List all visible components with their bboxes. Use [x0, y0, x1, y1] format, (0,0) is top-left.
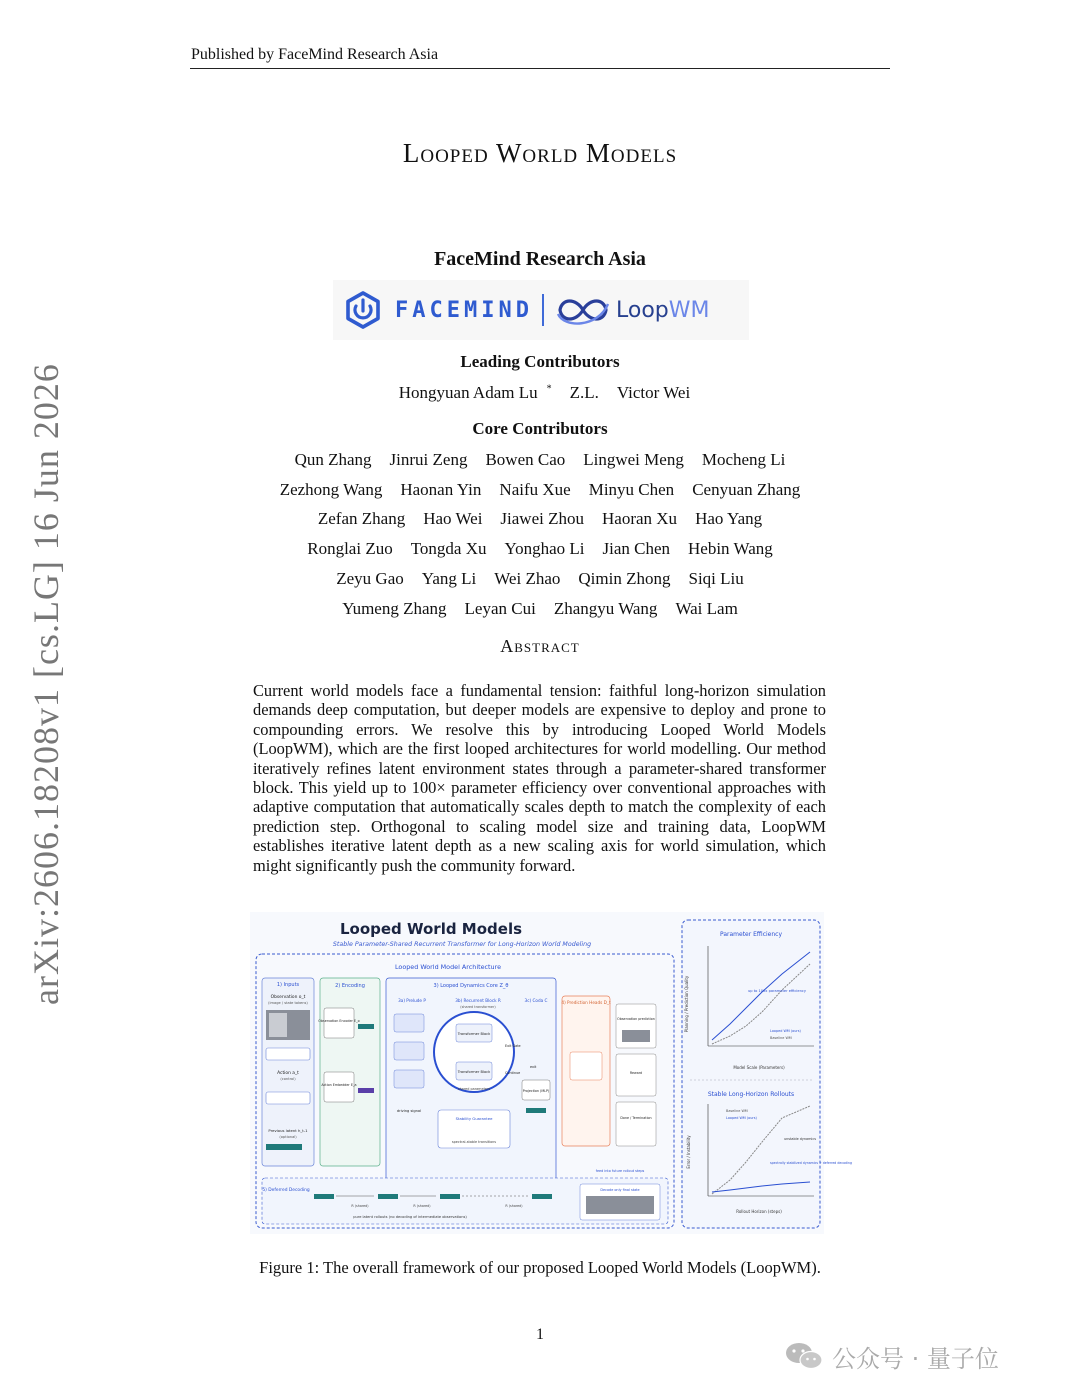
- wechat-icon: [784, 1340, 824, 1372]
- author-name: Hebin Wang: [688, 539, 773, 558]
- previous-latent-tokens: [266, 1144, 302, 1150]
- transformer-block-2-label: Transformer Block: [457, 1070, 491, 1074]
- author-name: Yang Li: [421, 569, 477, 588]
- author-name: Qun Zhang: [294, 450, 372, 469]
- author-name: Z.L.: [569, 383, 599, 402]
- architecture-label: Looped World Model Architecture: [394, 963, 502, 971]
- reward-box: [616, 1054, 656, 1096]
- author-name: Haoran Xu: [602, 509, 678, 528]
- projection-label: Projection (MLP): [522, 1089, 550, 1093]
- loopwm-word-loop: Loop: [616, 297, 669, 323]
- running-header: Published by FaceMind Research Asia: [191, 46, 439, 63]
- author-name: Lingwei Meng: [583, 450, 684, 469]
- leading-contributors-heading: Leading Contributors: [460, 352, 620, 371]
- done-label: Done / Termination: [620, 1116, 652, 1120]
- chart1-ylabel: Planning / Prediction Quality: [684, 975, 689, 1033]
- chart2-title: Stable Long-Horizon Rollouts: [707, 1091, 795, 1098]
- arxiv-identifier: arXiv:2606.18208v1 [cs.LG] 16 Jun 2026: [26, 363, 66, 1005]
- author-name: Qimin Zhong: [578, 569, 671, 588]
- done-box: [616, 1102, 656, 1146]
- author-name: Cenyuan Zhang: [692, 480, 801, 499]
- shared-step-label-3: R (shared): [505, 1204, 523, 1208]
- prediction-heads-label: 4) Prediction Heads D_t: [561, 1000, 611, 1005]
- predicted-frame: [622, 1030, 650, 1042]
- author-name-text: Hongyuan Adam Lu: [398, 383, 538, 402]
- author-name: Wei Zhao: [494, 569, 561, 588]
- watermark: [784, 1338, 999, 1374]
- author-name: Naifu Xue: [499, 480, 571, 499]
- figure-caption: Figure 1: The overall framework of our proposed Looped World Models (LoopWM).: [259, 1258, 821, 1277]
- prelude-token-2: [394, 1042, 424, 1060]
- core-row-1: [0, 450, 1080, 470]
- chart1-legend-loopwm: Looped WM (ours): [770, 1029, 801, 1033]
- corresponding-mark: *: [546, 383, 552, 395]
- logo-separator: [542, 294, 544, 326]
- loopwm-word-wm: WM: [668, 297, 710, 323]
- paper-title: Looped World Models: [402, 138, 678, 168]
- chart2-legend-loopwm: Looped WM (ours): [726, 1116, 757, 1120]
- author-name: Yumeng Zhang: [342, 599, 447, 618]
- feed-forward-label: feed into future rollout steps: [595, 1169, 645, 1173]
- latent-step-3: [440, 1194, 460, 1199]
- exit-label: exit: [530, 1065, 537, 1069]
- previous-latent-label: Previous latent h_t-1: [268, 1128, 308, 1133]
- chart2-ylabel: Error / Instability: [686, 1135, 691, 1169]
- loopwm-wordmark: [616, 298, 710, 323]
- author-name: Siqi Liu: [688, 569, 744, 588]
- core-label: 3) Looped Dynamics Core Z_θ: [433, 983, 509, 989]
- latent-step-1: [314, 1194, 334, 1199]
- inputs-label: 1) Inputs: [276, 982, 300, 988]
- author-name: Leyan Cui: [464, 599, 536, 618]
- action-embedder: [324, 1072, 354, 1102]
- author-name: Mocheng Li: [701, 450, 786, 469]
- page-number: 1: [536, 1326, 544, 1343]
- core-row-2: [0, 480, 1080, 500]
- organization: FaceMind Research Asia: [434, 248, 646, 270]
- author-name: Zeyu Gao: [336, 569, 404, 588]
- author-name: Haonan Yin: [400, 480, 482, 499]
- author-name: Jiawei Zhou: [500, 509, 584, 528]
- figure-title: Looped World Models: [339, 920, 523, 938]
- action-tokens: [266, 1092, 310, 1104]
- figure-subtitle: Stable Parameter-Shared Recurrent Transformer for Long-Horizon World Modeling: [332, 941, 592, 948]
- facemind-mark-icon: [343, 290, 383, 330]
- coda-output: [526, 1108, 546, 1113]
- author-name: Zezhong Wang: [279, 480, 383, 499]
- driving-signal-label: driving signal: [396, 1109, 422, 1113]
- observation-encoder: [324, 1008, 354, 1038]
- author-name: Jinrui Zeng: [389, 450, 468, 469]
- encoding-label: 2) Encoding: [335, 983, 365, 989]
- chart1-xlabel: Model Scale (Parameters): [733, 1065, 785, 1070]
- stability-guarantee-label: Stability Guarantee: [455, 1116, 493, 1121]
- shared-step-label-1: R (shared): [351, 1204, 369, 1208]
- action-label: Action a_t: [277, 1071, 299, 1076]
- latent-step-2: [378, 1194, 398, 1199]
- chart1-legend-baseline: Baseline WM: [770, 1036, 792, 1040]
- author-name: Hao Wei: [423, 509, 483, 528]
- action-embedder-label: Action Embedder E_a: [321, 1083, 357, 1087]
- coda-label: 3c) Coda C: [524, 998, 548, 1003]
- observation-sublabel: (image / state tokens): [268, 1001, 308, 1005]
- observation-image-detail: [269, 1013, 287, 1037]
- leading-contributors: [0, 383, 1080, 403]
- core-row-6: [0, 599, 1080, 619]
- reward-label: Reward: [629, 1071, 643, 1075]
- shared-parameters-label: shared parameters: [457, 1087, 491, 1091]
- observation-tokens: [266, 1048, 310, 1060]
- deferred-decoding-label: 5) Deferred Decoding: [262, 1188, 310, 1193]
- observation-encoder-label: Observation Encoder E_o: [318, 1019, 360, 1023]
- stability-guarantee-sublabel: spectral-stable transitions: [451, 1140, 497, 1144]
- infinity-loop-icon: [554, 288, 612, 332]
- chart2-legend-baseline: Baseline WM: [726, 1109, 748, 1113]
- exit-gate-label: Exit Gate: [505, 1044, 521, 1048]
- observation-prediction-label: Observation prediction: [617, 1017, 655, 1021]
- facemind-logo: [343, 288, 533, 332]
- shared-step-label-2: R (shared): [413, 1204, 431, 1208]
- chart2-xlabel: Rollout Horizon (steps): [736, 1209, 782, 1214]
- abstract-text: Current world models face a fundamental tension: faithful long-horizon simulation demands deep computation, but deeper models are expensive to deploy and prone to compounding errors. We resolve this by introducing Looped World Models (LoopWM), which are the first looped architectures for world modelling. Our method iteratively refines latent environment states through a parameter-shared transformer block. This yield up to 100× parameter efficiency over conventional approaches with adaptive computation that automatically scales depth to match the complexity of each prediction step. Orthogonal to scaling model size and training data, LoopWM establishes iterative latent depth as a new scaling axis for world simulation, which might significantly push the community forward.: [253, 681, 826, 875]
- watermark-text: 公众号 · 量子位: [832, 1344, 999, 1373]
- author-name: Jian Chen: [602, 539, 671, 558]
- framework-figure: [250, 912, 852, 1234]
- author-name: Victor Wei: [616, 383, 691, 402]
- chart2-note-stable: spectrally stabilized dynamics + deferred decoding: [770, 1161, 852, 1165]
- author-name: [390, 383, 552, 403]
- header-rule: [190, 68, 890, 69]
- final-decoded-frames: [586, 1196, 654, 1214]
- chart1-note: up to 100x parameter efficiency: [748, 989, 806, 993]
- pure-latent-label: pure latent rollouts (no decoding of intermediate observations): [353, 1215, 467, 1219]
- chart2-note-unstable: unstable dynamics: [784, 1137, 816, 1141]
- author-name: Minyu Chen: [588, 480, 675, 499]
- previous-latent-sublabel: (optional): [279, 1135, 297, 1139]
- prelude-token-3: [394, 1070, 424, 1088]
- author-name: Yonghao Li: [504, 539, 585, 558]
- latent-step-4: [532, 1194, 552, 1199]
- author-name: Wai Lam: [675, 599, 738, 618]
- decoder-head: [570, 1052, 602, 1080]
- author-name: Ronglai Zuo: [307, 539, 393, 558]
- prelude-label: 3a) Prelude P: [398, 998, 426, 1003]
- observation-embedding: [358, 1024, 374, 1029]
- author-name: Zhangyu Wang: [553, 599, 658, 618]
- action-sublabel: (control): [280, 1077, 296, 1081]
- continue-label: Continue: [505, 1071, 521, 1075]
- prelude-token-1: [394, 1014, 424, 1032]
- observation-label: Observation o_t: [270, 995, 306, 1000]
- author-name: Hao Yang: [695, 509, 763, 528]
- recurrent-label: 3b) Recurrent Block R: [455, 998, 501, 1003]
- recurrent-sublabel: (shared transformer): [460, 1005, 496, 1009]
- core-contributors-heading: Core Contributors: [472, 419, 608, 438]
- author-name: Bowen Cao: [485, 450, 566, 469]
- loopwm-logo: [554, 286, 710, 334]
- facemind-wordmark: FACEMIND: [395, 297, 533, 323]
- core-row-5: [0, 569, 1080, 589]
- decode-final-label: Decode only final state: [600, 1188, 640, 1192]
- author-name: Tongda Xu: [410, 539, 487, 558]
- abstract-heading: Abstract: [500, 636, 580, 656]
- author-name: Zefan Zhang: [317, 509, 406, 528]
- transformer-block-1-label: Transformer Block: [457, 1032, 491, 1036]
- chart1-title: Parameter Efficiency: [719, 931, 783, 938]
- core-row-4: [0, 539, 1080, 559]
- logo-banner: [333, 280, 749, 340]
- results-panel: [682, 920, 820, 1228]
- action-embedding: [358, 1088, 374, 1093]
- core-row-3: [0, 509, 1080, 529]
